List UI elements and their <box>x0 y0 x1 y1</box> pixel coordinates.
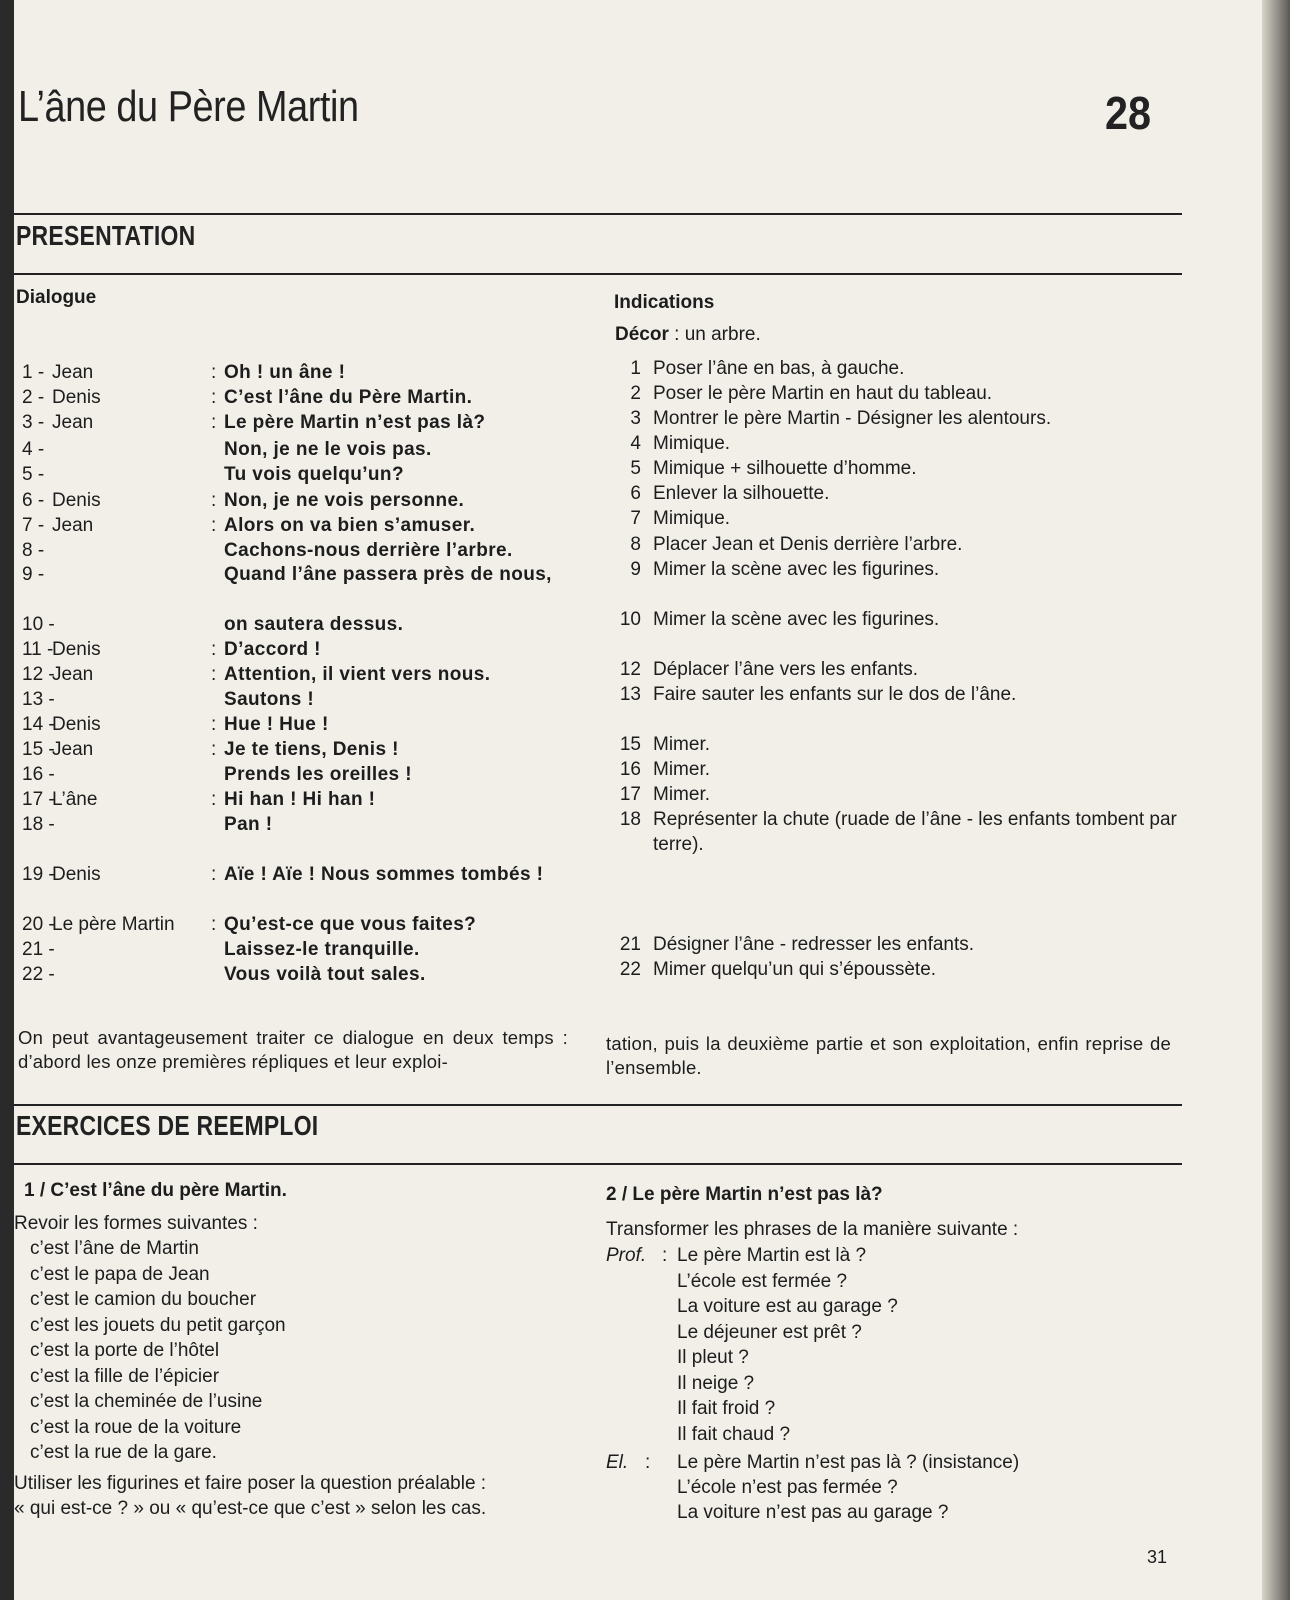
indication-line <box>611 381 992 406</box>
indication-line <box>611 957 936 982</box>
exercise-1-item: c’est l’âne de Martin <box>30 1238 199 1259</box>
line-text: D’accord ! <box>224 639 321 660</box>
decor-label: Décor <box>615 324 669 345</box>
line-text: Vous voilà tout sales. <box>224 964 426 985</box>
line-text: Le père Martin n’est pas là? <box>224 412 486 433</box>
line-number: 22 - <box>22 964 55 985</box>
indications-heading: Indications <box>614 292 715 313</box>
exercise-1-outro-2: « qui est-ce ? » ou « qu’est-ce que c’est » selon les cas. <box>14 1498 487 1519</box>
indication-text: Mimer la scène avec les figurines. <box>653 559 940 580</box>
indication-line <box>611 732 710 757</box>
exercise-1-item: c’est le papa de Jean <box>30 1263 210 1285</box>
indication-number: 4 <box>630 433 641 454</box>
page-title: L’âne du Père Martin <box>18 82 359 131</box>
indication-text: Mimer. <box>653 759 710 780</box>
rule-top <box>14 213 1182 215</box>
line-number: 19 - <box>22 864 55 885</box>
note-right: tation, puis la deuxième partie et son exploitation, enfin reprise de l’ensemble. <box>606 1033 1171 1078</box>
indication-text: Montrer le père Martin - Désigner les alentours. <box>653 408 1052 429</box>
speaker: Denis <box>52 864 101 885</box>
indication-number: 8 <box>630 534 641 555</box>
indication-text: Mimer la scène avec les figurines. <box>653 609 940 630</box>
line-number: 10 - <box>22 614 55 635</box>
el-item: L’école n’est pas fermée ? <box>677 1477 898 1498</box>
chapter-number: 28 <box>1105 87 1152 139</box>
binding-edge <box>0 0 14 1600</box>
line-text: Prends les oreilles ! <box>224 764 412 785</box>
indication-line <box>611 607 939 632</box>
line-text: on sautera dessus. <box>224 614 404 635</box>
rule-presentation <box>14 273 1182 275</box>
indication-number: 17 <box>619 784 641 805</box>
indication-number: 16 <box>619 759 641 780</box>
el-colon: : <box>645 1452 651 1473</box>
indication-text: Mimique + silhouette d’homme. <box>653 458 917 479</box>
speaker: Denis <box>52 490 101 511</box>
indication-text: Mimer quelqu’un qui s’époussète. <box>653 959 937 980</box>
prof-item: Il fait chaud ? <box>677 1423 791 1445</box>
line-number: 2 - <box>22 387 45 408</box>
indication-text: Faire sauter les enfants sur le dos de l’âne. <box>653 684 1017 705</box>
indication-number: 12 <box>619 659 641 680</box>
line-number: 7 - <box>22 515 45 536</box>
indication-number: 6 <box>630 483 641 504</box>
speaker: Jean <box>52 739 94 760</box>
line-text: Hue ! Hue ! <box>224 714 329 735</box>
indication-text: Poser le père Martin en haut du tableau. <box>653 383 993 404</box>
dialogue-heading: Dialogue <box>16 287 97 308</box>
presentation-heading: PRESENTATION <box>16 220 196 251</box>
line-text: Laissez-le tranquille. <box>224 939 420 960</box>
line-text: Je te tiens, Denis ! <box>224 739 399 760</box>
line-text: Sautons ! <box>224 689 315 710</box>
colon: : <box>211 739 217 760</box>
speaker: Jean <box>52 515 94 536</box>
line-number: 6 - <box>22 490 45 511</box>
prof-colon: : <box>662 1245 668 1266</box>
exercise-1-item: c’est le camion du boucher <box>30 1289 257 1310</box>
colon: : <box>211 387 217 408</box>
speaker: Jean <box>52 664 94 685</box>
prof-item: Il fait froid ? <box>677 1398 776 1419</box>
line-text: Qu’est-ce que vous faites? <box>224 914 477 935</box>
indication-text: Désigner l’âne - redresser les enfants. <box>653 934 975 955</box>
indication-line <box>611 431 730 456</box>
indication-text: Enlever la silhouette. <box>653 483 830 504</box>
exercise-1-item: c’est la fille de l’épicier <box>30 1365 220 1387</box>
indication-number: 22 <box>619 959 641 980</box>
indication-text: Mimer. <box>653 784 710 805</box>
speaker: Denis <box>52 639 101 660</box>
prof-label: Prof. <box>606 1245 647 1266</box>
indication-text: Représenter la chute (ruade de l’âne - les enfants tombent par terre). <box>653 809 1177 855</box>
speaker: Denis <box>52 714 101 735</box>
line-number: 8 - <box>22 540 45 561</box>
page-number: 31 <box>1147 1547 1168 1567</box>
line-number: 1 - <box>22 362 45 383</box>
indication-line <box>611 456 917 481</box>
line-text: Tu vois quelqu’un? <box>224 464 404 485</box>
indication-line <box>611 807 1183 857</box>
colon: : <box>211 515 217 536</box>
exercise-1-item: c’est la porte de l’hôtel <box>30 1340 220 1361</box>
line-number: 5 - <box>22 464 45 485</box>
indication-number: 3 <box>630 408 641 429</box>
line-text: Hi han ! Hi han ! <box>224 789 376 810</box>
rule-exercises <box>14 1163 1182 1165</box>
indication-line <box>611 506 730 531</box>
line-number: 15 - <box>22 739 55 760</box>
indication-number: 13 <box>619 684 641 705</box>
speaker: Le père Martin <box>52 914 175 935</box>
exercise-1-intro: Revoir les formes suivantes : <box>14 1213 258 1234</box>
indication-line <box>611 757 710 782</box>
page-fold-shadow <box>1262 0 1290 1600</box>
colon: : <box>211 714 217 735</box>
indication-number: 21 <box>619 934 641 955</box>
line-number: 9 - <box>22 564 45 585</box>
indication-line <box>611 682 1016 707</box>
colon: : <box>211 914 217 935</box>
prof-item: La voiture est au garage ? <box>677 1296 898 1317</box>
prof-item: Le déjeuner est prêt ? <box>677 1321 862 1343</box>
line-number: 13 - <box>22 689 55 710</box>
speaker: Denis <box>52 387 101 408</box>
prof-item: Il pleut ? <box>677 1347 749 1368</box>
indication-text: Poser l’âne en bas, à gauche. <box>653 358 905 379</box>
line-number: 17 - <box>22 789 55 810</box>
indication-line <box>611 557 939 582</box>
speaker: Jean <box>52 362 94 383</box>
indication-line <box>611 532 962 557</box>
indication-text: Mimique. <box>653 433 731 454</box>
colon: : <box>211 639 217 660</box>
line-text: Oh ! un âne ! <box>224 362 346 383</box>
exercise-1-item: c’est la rue de la gare. <box>30 1442 217 1463</box>
exercise-1-item: c’est la roue de la voiture <box>30 1416 242 1438</box>
indication-line <box>611 657 918 682</box>
indication-line <box>611 932 974 957</box>
indication-text: Placer Jean et Denis derrière l’arbre. <box>653 534 963 555</box>
indication-line <box>611 481 829 506</box>
decor-value: : un arbre. <box>674 324 761 345</box>
indication-number: 1 <box>630 358 641 379</box>
line-number: 20 - <box>22 914 55 935</box>
prof-item: Le père Martin est là ? <box>677 1245 867 1266</box>
indication-number: 10 <box>619 609 641 630</box>
line-number: 3 - <box>22 412 45 433</box>
line-number: 16 - <box>22 764 55 785</box>
line-number: 21 - <box>22 939 55 960</box>
colon: : <box>211 412 217 433</box>
line-text: Alors on va bien s’amuser. <box>224 515 476 536</box>
line-text: Attention, il vient vers nous. <box>224 664 491 685</box>
indication-number: 7 <box>630 508 641 529</box>
indication-number: 18 <box>619 809 641 830</box>
line-number: 14 - <box>22 714 55 735</box>
colon: : <box>211 664 217 685</box>
rule-exercises-top <box>14 1104 1182 1106</box>
exercise-2-intro: Transformer les phrases de la manière suivante : <box>606 1219 1019 1240</box>
colon: : <box>211 789 217 810</box>
indication-line <box>611 406 1051 431</box>
exercises-heading: EXERCICES DE REEMPLOI <box>16 1110 319 1141</box>
indication-number: 2 <box>630 383 641 404</box>
indication-number: 9 <box>630 559 641 580</box>
indication-text: Déplacer l’âne vers les enfants. <box>653 659 919 680</box>
exercise-2-title: 2 / Le père Martin n’est pas là? <box>606 1184 883 1205</box>
exercise-1-title: 1 / C’est l’âne du père Martin. <box>24 1180 287 1201</box>
colon: : <box>211 490 217 511</box>
line-text: Aïe ! Aïe ! Nous sommes tombés ! <box>224 864 544 885</box>
line-text: Quand l’âne passera près de nous, <box>224 564 552 585</box>
speaker: Jean <box>52 412 94 433</box>
line-text: Non, je ne vois personne. <box>224 490 465 511</box>
prof-item: Il neige ? <box>677 1372 755 1394</box>
speaker: L’âne <box>52 789 98 810</box>
indication-line <box>611 782 710 807</box>
note-left: On peut avantageusement traiter ce dialogue en deux temps : d’abord les onze premières répliques et leur exploi- <box>18 1027 568 1072</box>
indication-line <box>611 356 904 381</box>
line-text: Cachons-nous derrière l’arbre. <box>224 540 513 561</box>
indication-text: Mimer. <box>653 734 710 755</box>
line-number: 18 - <box>22 814 55 835</box>
line-number: 4 - <box>22 439 45 460</box>
line-number: 11 - <box>22 639 54 660</box>
line-text: C’est l’âne du Père Martin. <box>224 387 473 408</box>
el-item: La voiture n’est pas au garage ? <box>677 1502 949 1523</box>
exercise-1-item: c’est les jouets du petit garçon <box>30 1314 286 1336</box>
line-text: Pan ! <box>224 814 273 835</box>
exercise-1-outro-1: Utiliser les figurines et faire poser la question préalable : <box>14 1473 487 1494</box>
prof-item: L’école est fermée ? <box>677 1270 848 1292</box>
decor-line <box>615 322 761 347</box>
line-number: 12 - <box>22 664 55 685</box>
el-label: El. <box>606 1452 629 1473</box>
indication-number: 5 <box>630 458 641 479</box>
line-text: Non, je ne le vois pas. <box>224 439 432 460</box>
exercise-1-item: c’est la cheminée de l’usine <box>30 1391 263 1412</box>
colon: : <box>211 864 217 885</box>
indication-text: Mimique. <box>653 508 731 529</box>
indication-number: 15 <box>619 734 641 755</box>
el-item: Le père Martin n’est pas là ? (insistance) <box>677 1452 1020 1473</box>
colon: : <box>211 362 217 383</box>
